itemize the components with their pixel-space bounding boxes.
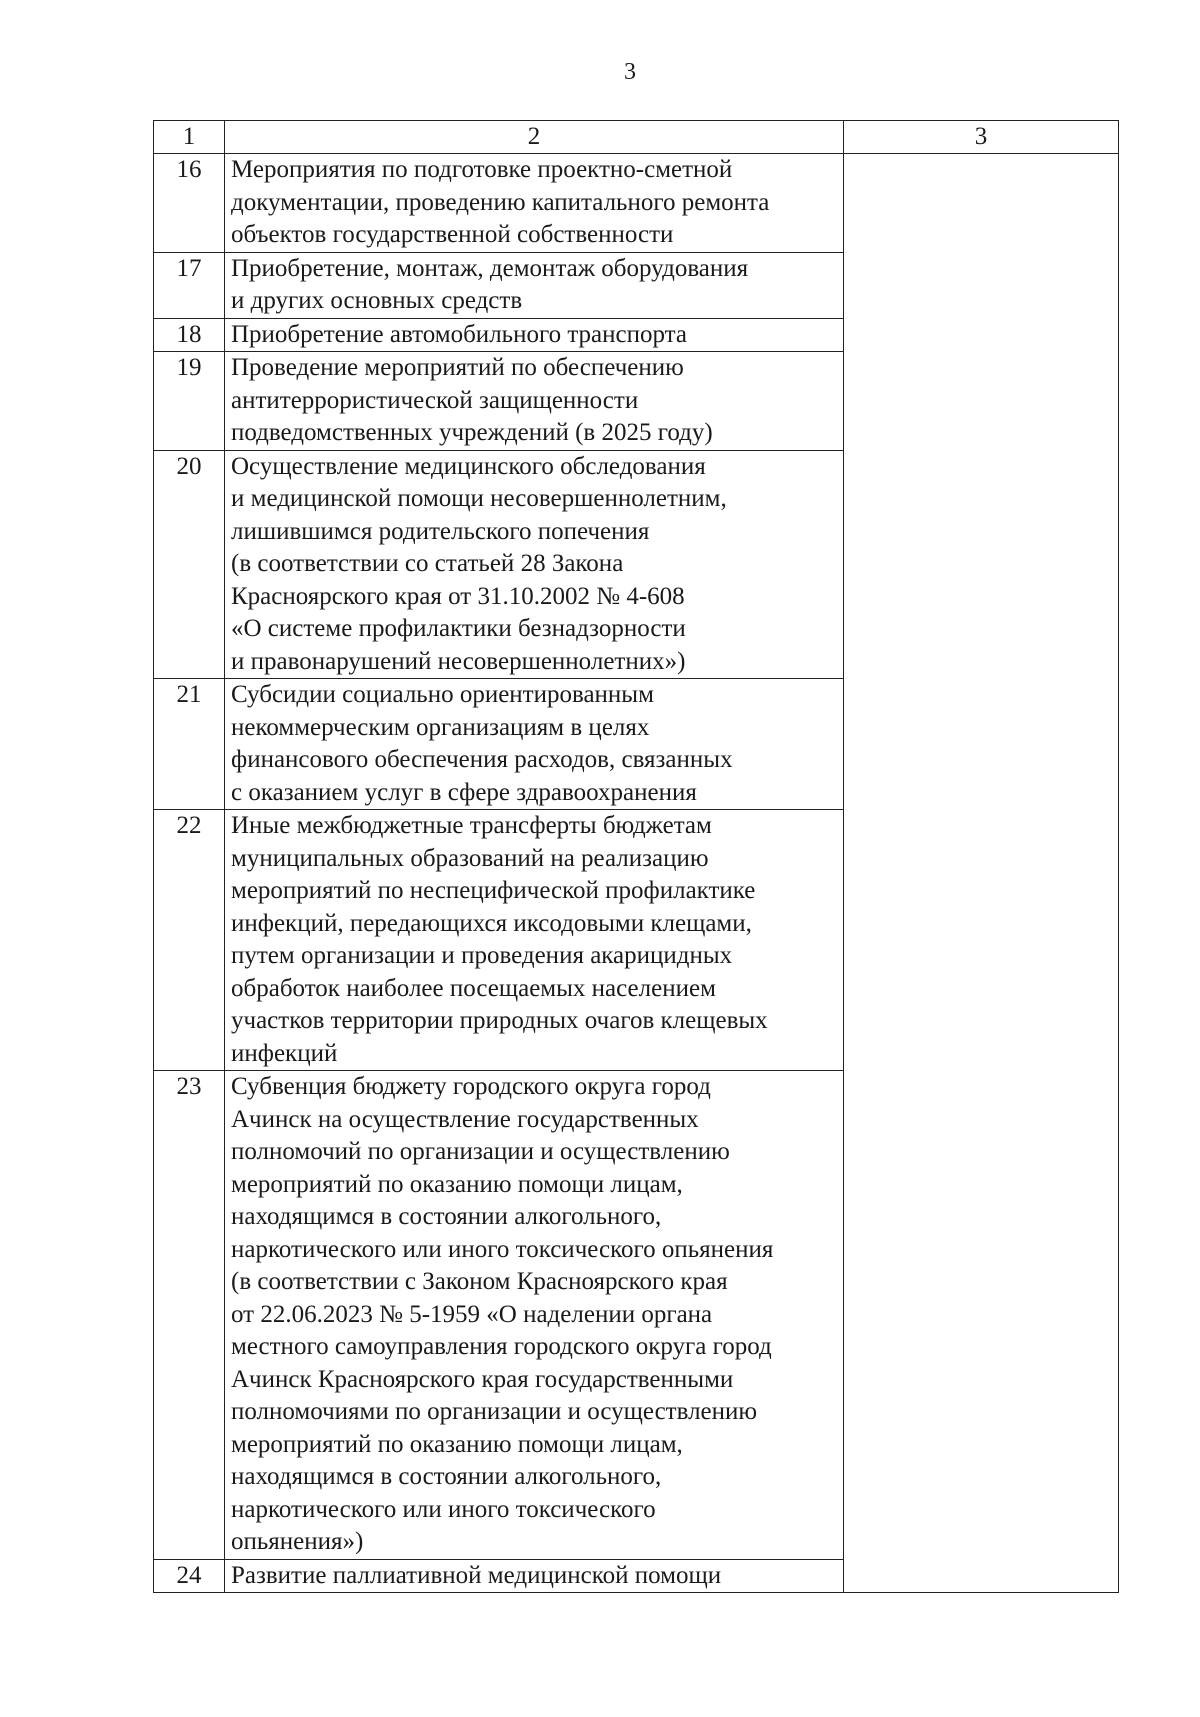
header-col-number: 1 xyxy=(154,121,225,154)
description-line: подведомственных учреждений (в 2025 году) xyxy=(231,419,713,446)
description-line: Ачинск Красноярского края государственными xyxy=(231,1365,734,1393)
row-description xyxy=(225,154,844,253)
description-line: Проведение мероприятий по обеспечению xyxy=(231,354,684,381)
row-number: 22 xyxy=(154,810,225,1071)
description-line: и правонарушений несовершеннолетних») xyxy=(231,647,686,675)
description-line: и других основных средств xyxy=(231,287,523,314)
description-line: наркотического или иного токсического опьянения xyxy=(231,1235,774,1263)
description-line: инфекций, передающихся иксодовыми клещами, xyxy=(231,909,752,937)
description-line: находящимся в состоянии алкогольного, xyxy=(231,1463,662,1490)
description-line: Приобретение, монтаж, демонтаж оборудования xyxy=(231,254,749,282)
description-line: мероприятий по оказанию помощи лицам, xyxy=(231,1430,683,1458)
description-line: мероприятий по оказанию помощи лицам, xyxy=(231,1170,683,1198)
description-line: Ачинск на осуществление государственных xyxy=(231,1105,699,1133)
description-line: лишившимся родительского попечения xyxy=(231,517,650,545)
description-line: наркотического или иного токсического xyxy=(231,1495,656,1523)
description-line: Субсидии социально ориентированным xyxy=(231,681,654,708)
budget-items-table xyxy=(153,120,1119,1593)
row-number: 20 xyxy=(154,450,225,679)
description-line: с оказанием услуг в сфере здравоохранения xyxy=(231,778,697,806)
description-line: обработок наиболее посещаемых населением xyxy=(231,974,716,1002)
description-line: (в соответствии с Законом Красноярского края xyxy=(231,1268,728,1295)
row-description xyxy=(225,810,844,1071)
row-description xyxy=(225,1071,844,1560)
description-line: Приобретение автомобильного транспорта xyxy=(231,320,688,348)
description-line: мероприятий по неспецифической профилактике xyxy=(231,877,756,904)
row-number: 23 xyxy=(154,1071,225,1560)
row-description xyxy=(225,352,844,451)
row-amount xyxy=(844,154,1119,1593)
description-line: некоммерческим организациям в целях xyxy=(231,713,650,741)
description-line: инфекций xyxy=(231,1039,338,1067)
row-description xyxy=(225,679,844,810)
description-line: (в соответствии со статьей 28 Закона xyxy=(231,550,624,577)
description-line: антитеррористической защищенности xyxy=(231,386,639,414)
table-row xyxy=(154,154,1119,253)
description-line: путем организации и проведения акарицидных xyxy=(231,942,733,969)
row-number: 24 xyxy=(154,1559,225,1593)
row-number: 18 xyxy=(154,318,225,352)
description-line: Субвенция бюджету городского округа город xyxy=(231,1073,711,1100)
description-line: Красноярского края от 31.10.2002 № 4-608 xyxy=(231,582,685,610)
description-line: полномочий по организации и осуществлению xyxy=(231,1138,730,1165)
description-line: финансового обеспечения расходов, связанных xyxy=(231,746,733,773)
row-description xyxy=(225,1559,844,1593)
description-line: участков территории природных очагов клещевых xyxy=(231,1007,768,1034)
description-line: полномочиями по организации и осуществлению xyxy=(231,1398,758,1425)
header-col-amount: 3 xyxy=(844,121,1119,154)
description-line: от 22.06.2023 № 5-1959 «О наделении органа xyxy=(231,1300,713,1328)
row-description xyxy=(225,252,844,318)
description-line: Мероприятия по подготовке проектно-сметной xyxy=(231,156,733,183)
description-line: Развитие паллиативной медицинской помощи xyxy=(231,1561,722,1589)
description-line: документации, проведению капитального ремонта xyxy=(231,188,770,216)
description-line: находящимся в состоянии алкогольного, xyxy=(231,1203,662,1230)
description-line: местного самоуправления городского округа город xyxy=(231,1333,772,1360)
description-line: «О системе профилактики безнадзорности xyxy=(231,615,686,642)
description-line: Осуществление медицинского обследования xyxy=(231,452,706,480)
description-line: Иные межбюджетные трансферты бюджетам xyxy=(231,812,712,839)
description-line: и медицинской помощи несовершеннолетним, xyxy=(231,485,727,512)
table-body xyxy=(154,154,1119,1593)
description-line: объектов государственной собственности xyxy=(231,221,674,248)
description-line: муниципальных образований на реализацию xyxy=(231,844,709,872)
row-number: 17 xyxy=(154,252,225,318)
row-description xyxy=(225,450,844,679)
row-number: 21 xyxy=(154,679,225,810)
row-number: 16 xyxy=(154,154,225,253)
row-description xyxy=(225,318,844,352)
description-line: опьянения») xyxy=(231,1528,364,1555)
table-header-row xyxy=(154,121,1119,154)
header-col-name: 2 xyxy=(225,121,844,154)
page-number: 3 xyxy=(624,59,636,85)
row-number: 19 xyxy=(154,352,225,451)
